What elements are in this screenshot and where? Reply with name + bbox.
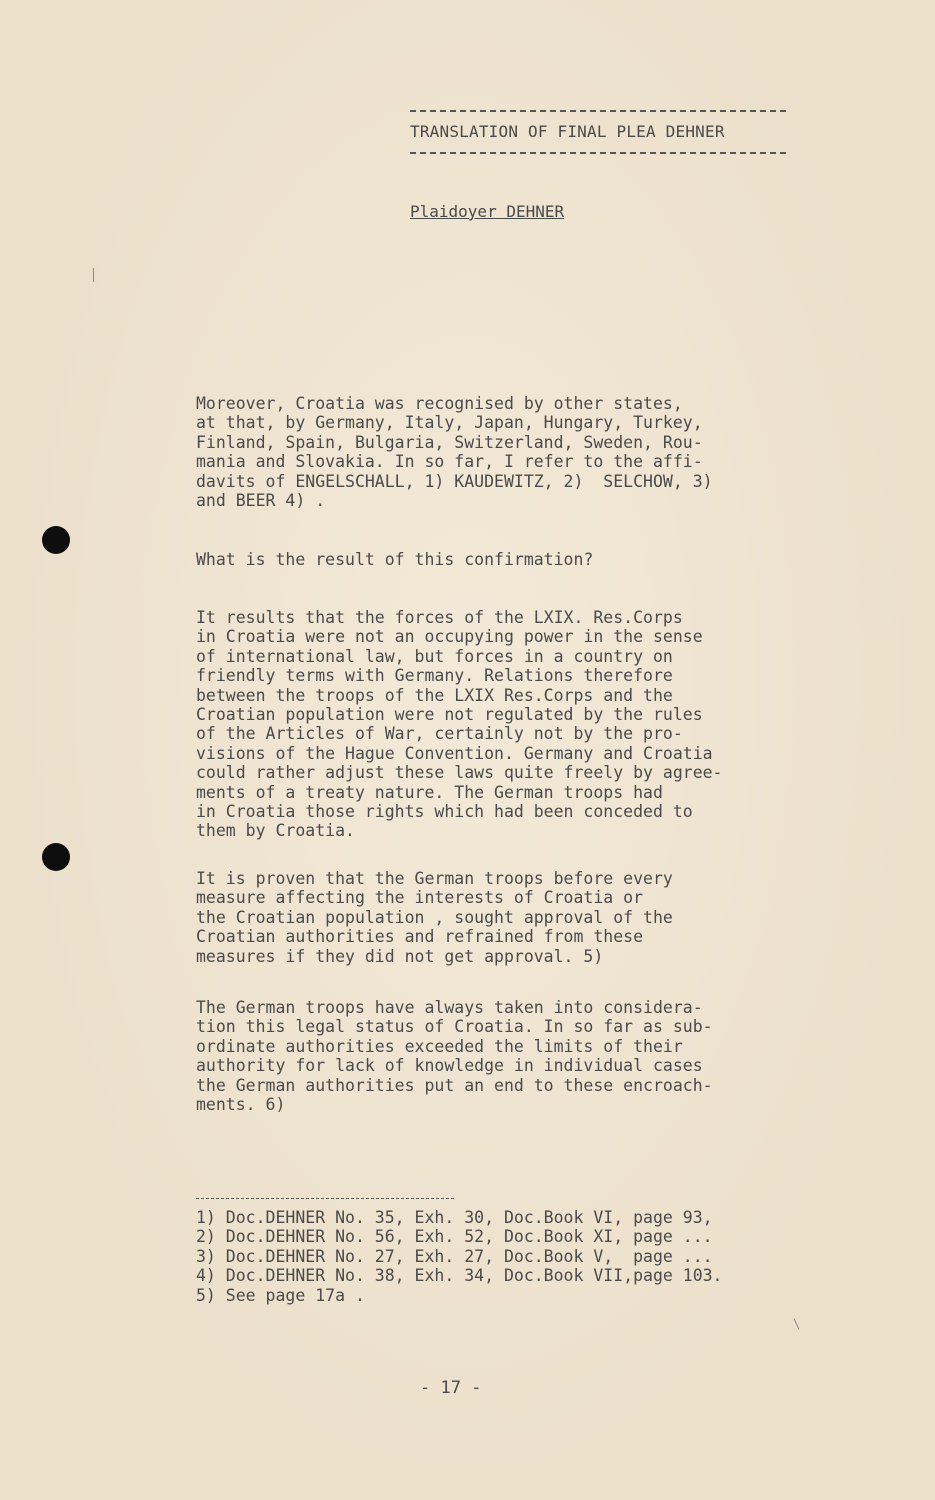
header-rule-top <box>410 110 786 112</box>
paragraph-legal-status: The German troops have always taken into considera- tion this legal status of Croatia. In so far as sub- ordinate authorities exceeded the limits of their authority for lack of knowledge in individual cases the German authorities put an end to these encroach- ments. 6) <box>196 998 713 1115</box>
footnote-item: 2) Doc.DEHNER No. 56, Exh. 52, Doc.Book XI, page ... <box>196 1227 713 1247</box>
stray-mark-left <box>93 268 94 282</box>
document-title: TRANSLATION OF FINAL PLEA DEHNER <box>410 122 725 141</box>
footnotes-list <box>196 1208 723 1305</box>
footnote-item: 5) See page 17a . <box>196 1285 365 1305</box>
paragraph-approval: It is proven that the German troops before every measure affecting the interests of Croatia or the Croatian population , sought approval of the Croatian authorities and refrained from these measures if they did not get approval. 5) <box>196 869 673 966</box>
page-number: - 17 - <box>420 1378 482 1398</box>
document-subtitle: Plaidoyer DEHNER <box>410 202 565 221</box>
paragraph-recognition: Moreover, Croatia was recognised by other states, at that, by Germany, Italy, Japan, Hungary, Turkey, Finland, Spain, Bulgaria, Switzerland, Sweden, Rou- mania and Slovakia. In so far, I refer to the affi- davits of ENGELSCHALL, 1) KAUDEWITZ, 2) SELCHOW, 3) and BEER 4) . <box>196 394 713 511</box>
paragraph-question: What is the result of this confirmation? <box>196 550 594 569</box>
stray-mark-right <box>794 1318 800 1329</box>
footnote-rule <box>196 1198 454 1199</box>
footnote-item: 3) Doc.DEHNER No. 27, Exh. 27, Doc.Book V, page ... <box>196 1246 713 1266</box>
footnote-item: 1) Doc.DEHNER No. 35, Exh. 30, Doc.Book VI, page 93, <box>196 1208 713 1227</box>
paragraph-result: It results that the forces of the LXIX. Res.Corps in Croatia were not an occupying power in the sense of international law, but forces in a country on friendly terms with Germany. Relations therefore between the troops of the LXIX Res.Corps and the Croatian population were not regulated by the rules of the Articles of War, certainly not by the pro- visions of the Hague Convention. Germany and Croatia could rather adjust these laws quite freely by agree- ments of a treaty nature. The German troops had in Croatia those rights which had been conceded to them by Croatia. <box>196 608 723 841</box>
punch-hole-lower <box>42 843 70 871</box>
footnote-item: 4) Doc.DEHNER No. 38, Exh. 34, Doc.Book VII,page 103. <box>196 1266 723 1286</box>
header-rule-bottom <box>410 152 786 154</box>
punch-hole-upper <box>42 526 70 554</box>
